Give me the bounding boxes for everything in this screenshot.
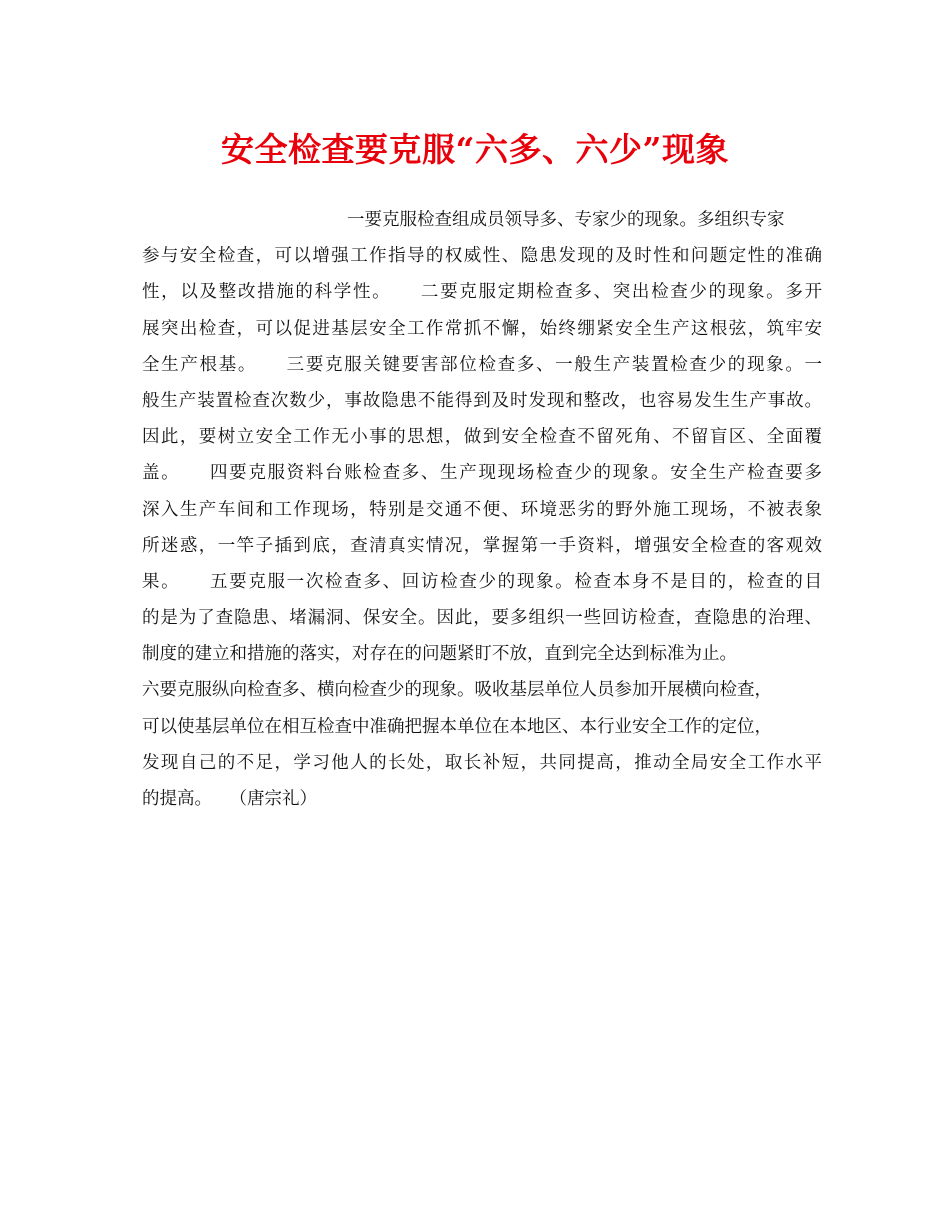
body-line: 的提高。 （唐宗礼） xyxy=(142,789,317,809)
body-line: 性，以及整改措施的科学性。 二要克服定期检查多、突出检查少的现象。多开 xyxy=(142,282,822,303)
body-line: 六要克服纵向检查多、横向检查少的现象。吸收基层单位人员参加开展横向检查， xyxy=(142,680,772,701)
body-line: 发现自己的不足，学习他人的长处，取长补短，共同提高，推动全局安全工作水平 xyxy=(142,752,822,773)
body-line: 般生产装置检查次数少，事故隐患不能得到及时发现和整改，也容易发生生产事故。 xyxy=(142,390,822,411)
body-line: 深入生产车间和工作现场，特别是交通不便、环境恶劣的野外施工现场，不被表象 xyxy=(142,499,822,520)
body-line: 因此，要树立安全工作无小事的思想，做到安全检查不留死角、不留盲区、全面覆 xyxy=(142,427,822,448)
body-line: 参与安全检查，可以增强工作指导的权威性、隐患发现的及时性和问题定性的准确 xyxy=(142,246,822,267)
body-line: 可以使基层单位在相互检查中准确把握本单位在本地区、本行业安全工作的定位， xyxy=(142,716,772,737)
document-body xyxy=(142,202,822,817)
body-line: 制度的建立和措施的落实，对存在的问题紧盯不放，直到完全达到标准为止。 xyxy=(142,644,737,665)
body-line: 展突出检查，可以促进基层安全工作常抓不懈，始终绷紧安全生产这根弦，筑牢安 xyxy=(142,318,822,339)
document-title: 安全检查要克服“六多、六少”现象 xyxy=(221,130,729,169)
body-line: 一要克服检查组成员领导多、专家少的现象。多组织专家 xyxy=(347,210,785,230)
body-line: 盖。 四要克服资料台账检查多、生产现现场检查少的现象。安全生产检查要多 xyxy=(142,463,822,484)
body-line: 果。 五要克服一次检查多、回访检查少的现象。检查本身不是目的，检查的目 xyxy=(142,571,822,592)
body-line: 的是为了查隐患、堵漏洞、保安全。因此，要多组织一些回访检查，查隐患的治理、 xyxy=(142,608,822,629)
body-line: 所迷惑，一竿子插到底，查清真实情况，掌握第一手资料，增强安全检查的客观效 xyxy=(142,535,822,556)
body-line: 全生产根基。 三要克服关键要害部位检查多、一般生产装置检查少的现象。一 xyxy=(142,354,822,375)
